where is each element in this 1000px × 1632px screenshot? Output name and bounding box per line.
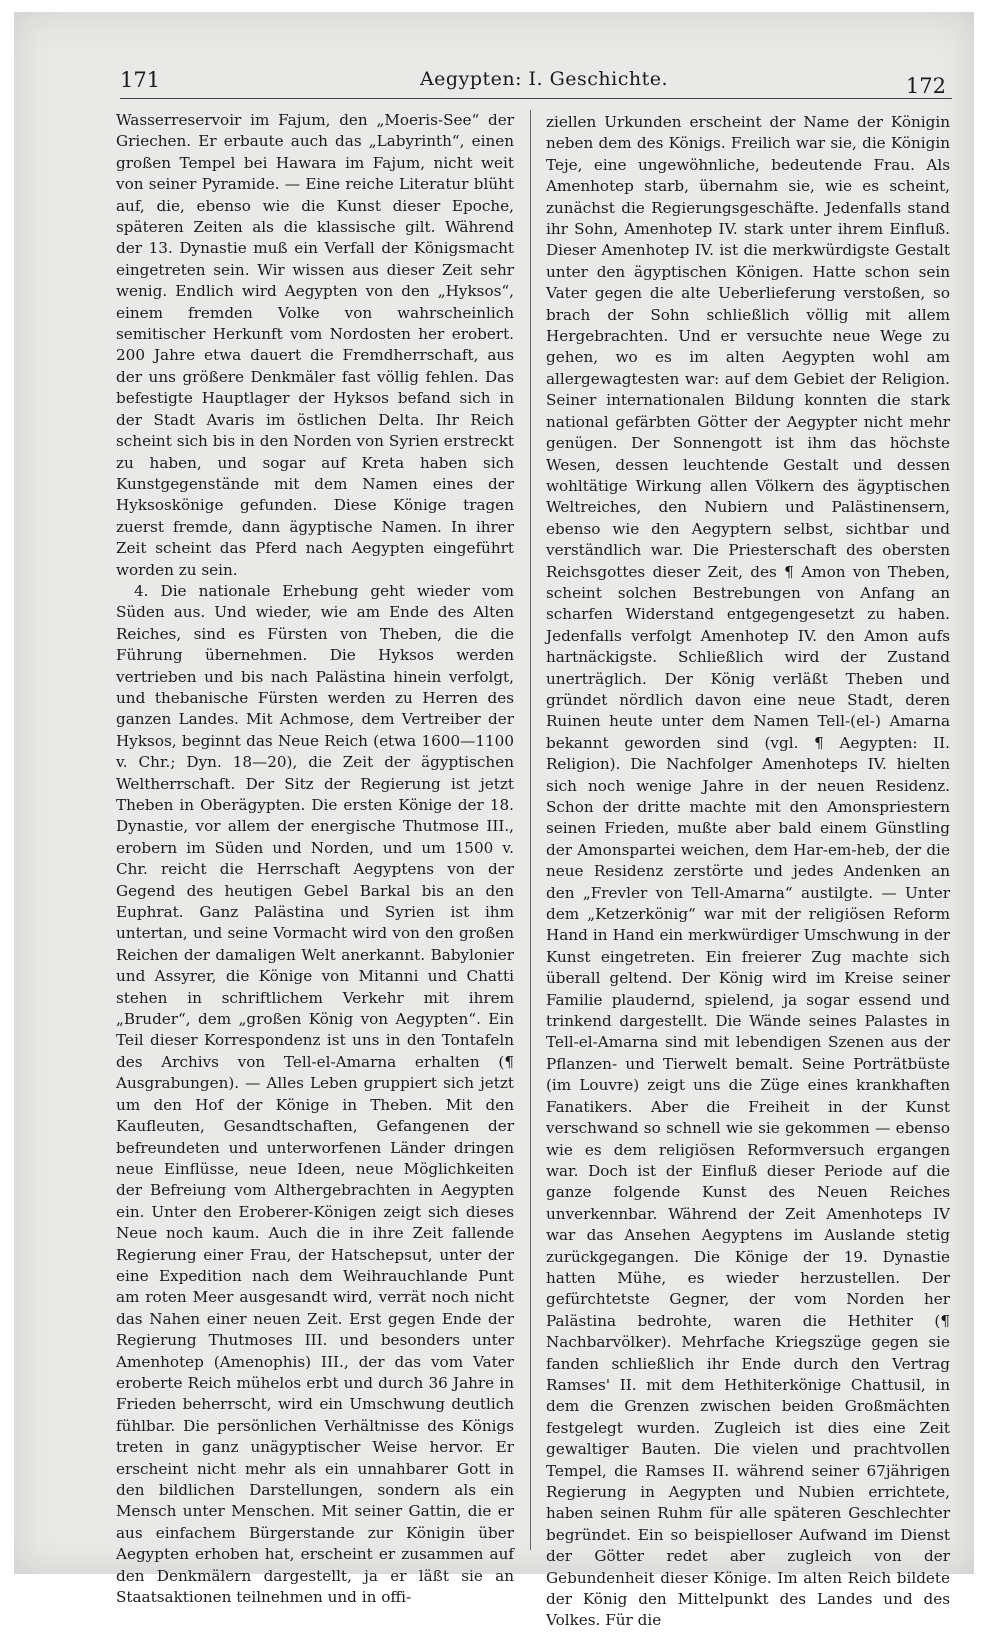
page-header — [114, 62, 974, 102]
scanned-page — [14, 12, 974, 1630]
header-rule — [120, 98, 952, 99]
column-divider — [530, 110, 531, 1550]
right-paragraph-1: ziellen Urkunden erscheint der Name der Königin neben dem des Königs. Freilich war sie, die Königin Teje, eine ungewöhnliche, bedeutende Frau. Als Amenhotep starb, übernahm sie, wie es scheint, zunächst die Regierungsgeschäfte. Jedenfalls stand ihr Sohn, Amenhotep IV. stark unter ihrem Einfluß. Dieser Amenhotep IV. ist die merkwürdigste Gestalt unter den ägyptischen Königen. Hatte schon sein Vater gegen die alte Ueberlieferung verstoßen, so brach der Sohn schließlich völlig mit allem Hergebrachten. Und er versuchte neue Wege zu gehen, wo es im alten Aegypten wohl am allergewagtesten war: auf dem Gebiet der Religion. Seiner internationalen Bildung konnten die stark national gefärbten Götter der Aegypter nicht mehr genügen. Der Sonnengott ist ihm das höchste Wesen, dessen leuchtende Gestalt und dessen wohltätige Wirkung allen Völkern des ägyptischen Weltreiches, den Nubiern und Palästinensern, ebenso wie den Aegyptern selbst, sichtbar und verständlich war. Die Priesterschaft des obersten Reichsgottes dieser Zeit, des ¶ Amon von Theben, scheint solchen Bestrebungen von Anfang an scharfen Widerstand entgegengesetzt zu haben. Jedenfalls verfolgt Amenhotep IV. den Amon aufs hartnäckigste. Schließlich wird der Zustand unerträglich. Der König verläßt Theben und gründet nördlich davon eine neue Stadt, deren Ruinen heute unter dem Namen Tell-(el-) Amarna bekannt geworden sind (vgl. ¶ Aegypten: II. Religion). Die Nachfolger Amenhoteps IV. hielten sich noch wenige Jahre in der neuen Residenz. Schon der dritte machte mit den Amonspriestern seinen Frieden, mußte aber bald einem Günstling der Amonspartei weichen, dem Har-em-heb, der die neue Residenz zerstörte und jedes Andenken an den „Frevler von Tell-Amarna“ austilgte. — Unter dem „Ketzerkönig“ war mit der religiösen Reform Hand in Hand ein merkwürdiger Umschwung in der Kunst eingetreten. Ein freierer Zug machte sich überall geltend. Der König wird im Kreise seiner Familie plaudernd, spielend, ja sogar essend und trinkend dargestellt. Die Wände seines Palastes in Tell-el-Amarna sind mit lebendigen Szenen aus der Pflanzen- und Tierwelt bemalt. Seine Porträtbüste (im Louvre) zeigt uns die Züge eines krankhaften Fanatikers. Aber die Freiheit in der Kunst verschwand so schnell wie sie gekommen — ebenso wie es dem religiösen Reformversuch ergangen war. Doch ist der Einfluß dieser Periode auf die ganze folgende Kunst des Neuen Reiches unverkennbar. Während der Zeit Amenhoteps IV war das Ansehen Aegyptens im Auslande stetig zurückgegangen. Die Könige der 19. Dynastie hatten Mühe, es wieder herzustellen. Der gefürchtetste Gegner, der vom Norden her Palästina bedrohte, waren die Hethiter (¶ Nachbarvölker). Mehrfache Kriegszüge gegen sie fanden schließlich ihr Ende durch den Vertrag Ramses' II. mit dem Hethiterkönige Chattusil, in dem die Grenzen zwischen beiden Großmächten festgelegt wurden. Zugleich ist dies eine Zeit gewaltiger Bauten. Die vielen und prachtvollen Tempel, die Ramses II. während seiner 67jährigen Regierung in Aegypten und Nubien errichtete, haben seinen Ruhm für alle späteren Geschlechter begründet. Ein so beispielloser Aufwand im Dienst der Götter redet aber zugleich von der Gebundenheit dieser Könige. Im alten Reich bildete der König den Mittelpunkt des Landes und des Volkes. Für die — [546, 113, 950, 1630]
left-paragraph-1: Wasserreservoir im Fajum, den „Moeris-See“ der Griechen. Er erbaute auch das „Labyrinth“, einen großen Tempel bei Hawara im Fajum, nicht weit von seiner Pyramide. — Eine reiche Literatur blüht auf, die, ebenso wie die Kunst dieser Epoche, späteren Zeiten als die klassische gilt. Während der 13. Dynastie muß ein Verfall der Königsmacht eingetreten sein. Wir wissen aus dieser Zeit sehr wenig. Endlich wird Aegypten von den „Hyksos“, einem fremden Volke von wahrscheinlich semitischer Herkunft vom Nordosten her erobert. 200 Jahre etwa dauert die Fremdherrschaft, aus der uns größere Denkmäler fast völlig fehlen. Das befestigte Hauptlager der Hyksos befand sich in der Stadt Avaris im östlichen Delta. Ihr Reich scheint sich bis in den Norden von Syrien erstreckt zu haben, und sogar auf Kreta haben sich Kunstgegenstände mit dem Namen eines der Hyksoskönige gefunden. Diese Könige tragen zuerst fremde, dann ägyptische Namen. In ihrer Zeit scheint das Pferd nach Aegypten eingeführt worden zu sein. — [116, 111, 514, 579]
book-spread — [114, 12, 974, 1630]
page-number-right: 172 — [905, 74, 946, 98]
page-number-left: 171 — [120, 68, 161, 92]
left-column — [116, 110, 514, 1607]
left-paragraph-2: 4. Die nationale Erhebung geht wieder vom Süden aus. Und wieder, wie am Ende des Alten Reiches, sind es Fürsten von Theben, die die Führung übernehmen. Die Hyksos werden vertrieben und bis nach Palästina hinein verfolgt, und thebanische Fürsten werden zu Herren des ganzen Landes. Mit Achmose, dem Vertreiber der Hyksos, beginnt das Neue Reich (etwa 1600—1100 v. Chr.; Dyn. 18—20), die Zeit der ägyptischen Weltherrschaft. Der Sitz der Regierung ist jetzt Theben in Oberägypten. Die ersten Könige der 18. Dynastie, vor allem der energische Thutmose III., erobern im Süden und Norden, und um 1500 v. Chr. reicht die Herrschaft Aegyptens von der Gegend des heutigen Gebel Barkal bis an den Euphrat. Ganz Palästina und Syrien ist ihm untertan, und seine Vormacht wird von den großen Reichen der damaligen Welt anerkannt. Babylonier und Assyrer, die Könige von Mitanni und Chatti stehen in schriftlichem Verkehr mit ihrem „Bruder“, dem „großen König von Aegypten“. Ein Teil dieser Korrespondenz ist uns in den Tontafeln des Archivs von Tell-el-Amarna erhalten (¶ Ausgrabungen). — Alles Leben gruppiert sich jetzt um den Hof der Könige in Theben. Mit den Kaufleuten, Gesandtschaften, Gefangenen der befreundeten und unterworfenen Länder dringen neue Einflüsse, neue Ideen, neue Möglichkeiten der Befreiung vom Althergebrachten in Aegypten ein. Unter den Eroberer-Königen zeigt sich dieses Neue noch kaum. Auch die in ihre Zeit fallende Regierung einer Frau, der Hatschepsut, unter der eine Expedition nach dem Weihrauchlande Punt am roten Meer ausgesandt wird, verrät noch nicht das Nahen einer neuen Zeit. Erst gegen Ende der Regierung Thutmoses III. und besonders unter Amenhotep (Amenophis) III., der das vom Vater eroberte Reich mühelos erbt und durch 36 Jahre in Frieden beherrscht, wird ein Umschwung deutlich fühlbar. Die persönlichen Verhältnisse des Königs treten in ganz unägyptischer Weise hervor. Er erscheint nicht mehr als ein unnahbarer Gott in den bildlichen Darstellungen, sondern als ein Mensch unter Menschen. Mit seiner Gattin, die er aus einfachem Bürgerstande zur Königin über Aegypten erhoben hat, erscheint er zusammen auf den Denkmälern dargestellt, ja er läßt sie an Staatsaktionen teilnehmen und in offi- — [116, 581, 514, 1607]
running-title: Aegypten: I. Geschichte. — [419, 68, 669, 90]
right-column — [546, 112, 950, 1630]
